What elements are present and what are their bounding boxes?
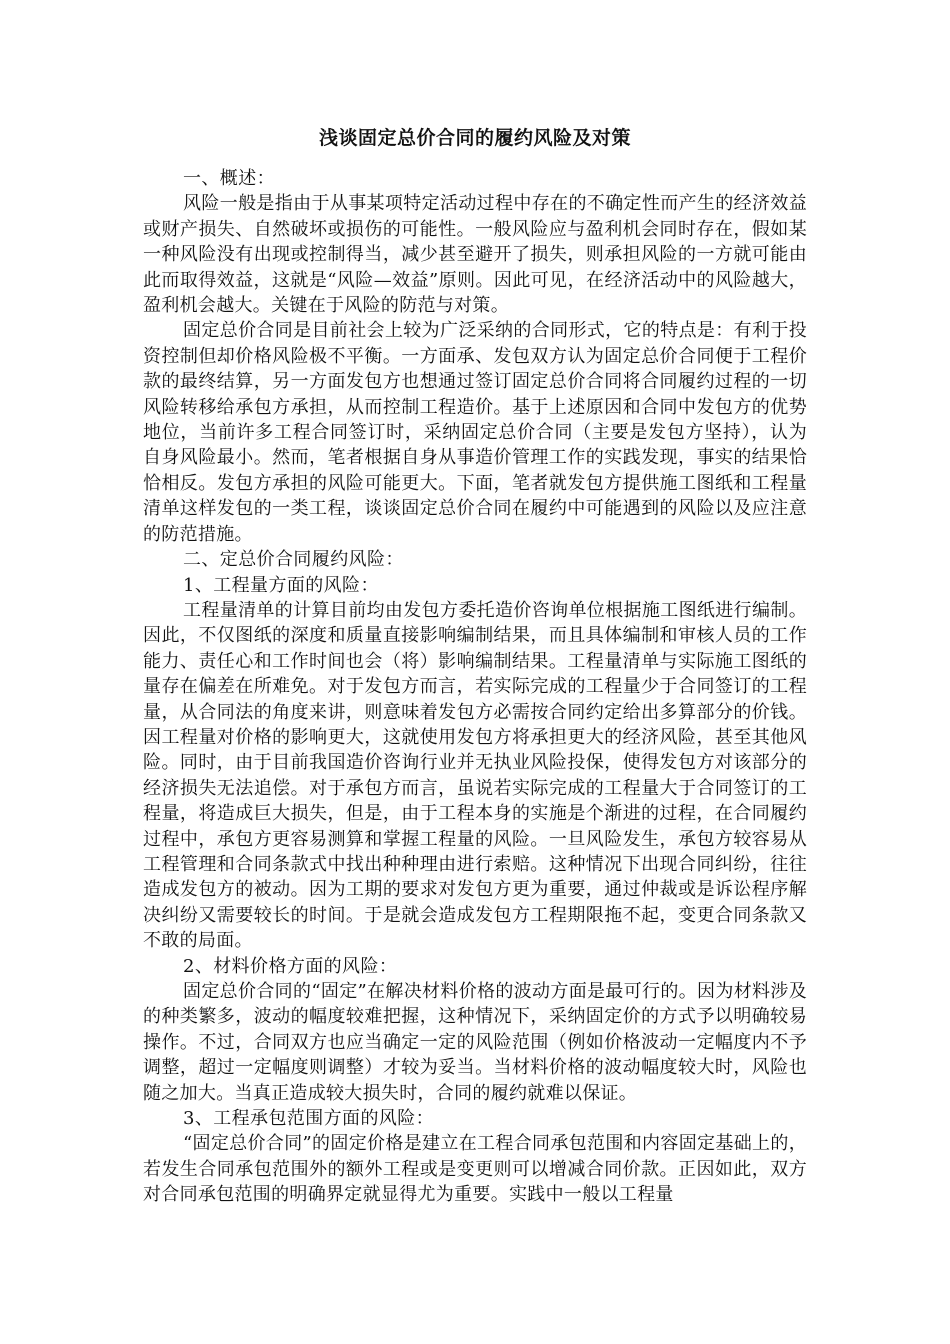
subsection-heading-material-price-risk: 2、材料价格方面的风险： xyxy=(183,955,398,977)
paragraph-quantity-risk: 工程量清单的计算目前均由发包方委托造价咨询单位根据施工图纸进行编制。因此，不仅图纸的深度和质量直接影响编制结果，而且具体编制和审核人员的工作能力、责任心和工作时间也会（将）影响编制结果。工程量清单与实际施工图纸的量存在偏差在所难免。对于发包方而言，若实际完成的工程量少于合同签订的工程量，从合同法的角度来讲，则意味着发包方必需按合同约定给出多算部分的价钱。因工程量对价格的影响更大，这就使用发包方将承担更大的经济风险，甚至其他风险。同时，由于目前我国造价咨询行业并无执业风险投保，使得发包方对该部分的经济损失无法追偿。对于承包方而言，虽说若实际完成的工程量大于合同签订的工程量，将造成巨大损失，但是，由于工程本身的实施是个渐进的过程，在合同履约过程中，承包方更容易测算和掌握工程量的风险。一旦风险发生，承包方较容易从工程管理和合同条款式中找出种种理由进行索赔。这种情况下出现合同纠纷，往往造成发包方的被动。因为工期的要求对发包方更为重要，通过仲裁或是诉讼程序解决纠纷又需要较长的时间。于是就会造成发包方工程期限拖不起，变更合同条款又不敢的局面。 xyxy=(143,599,807,952)
paragraph-material-price-risk: 固定总价合同的“固定”在解决材料价格的波动方面是最可行的。因为材料涉及的种类繁多，波动的幅度较难把握，这种情况下，采纳固定价的方式予以明确较易操作。不过，合同双方也应当确定一定的风险范围（例如价格波动一定幅度内不予调整，超过一定幅度则调整）才较为妥当。当材料价格的波动幅度较大时，风险也随之加大。当真正造成较大损失时，合同的履约就难以保证。 xyxy=(143,981,807,1104)
document-title: 浅谈固定总价合同的履约风险及对策 xyxy=(318,127,631,149)
paragraph-risk-definition: 风险一般是指由于从事某项特定活动过程中存在的不确定性而产生的经济效益或财产损失、自然破坏或损伤的可能性。一般风险应与盈利机会同时存在，假如某一种风险没有出现或控制得当，减少甚至避开了损失，则承担风险的一方就可能由此而取得效益，这就是“风险—效益”原则。因此可见，在经济活动中的风险越大，盈利机会越大。关键在于风险的防范与对策。 xyxy=(143,193,807,317)
section-heading-overview: 一、概述： xyxy=(183,168,275,189)
paragraph-fixed-price-contract: 固定总价合同是目前社会上较为广泛采纳的合同形式，它的特点是：有利于投资控制但却价格风险极不平衡。一方面承、发包双方认为固定总价合同便于工程价款的最终结算，另一方面发包方也想通过签订固定总价合同将合同履约过程的一切风险转移给承包方承担，从而控制工程造价。基于上述原因和合同中发包方的优势地位，当前许多工程合同签订时，采纳固定总价合同（主要是发包方坚持），认为自身风险最小。然而，笔者根据自身从事造价管理工作的实践发现，事实的结果恰恰相反。发包方承担的风险可能更大。下面，笔者就发包方提供施工图纸和工程量清单这样发包的一类工程，谈谈固定总价合同在履约中可能遇到的风险以及应注意的防范措施。 xyxy=(143,320,807,545)
subsection-heading-scope-risk: 3、工程承包范围方面的风险： xyxy=(183,1108,435,1130)
subsection-heading-quantity-risk: 1、工程量方面的风险： xyxy=(183,574,379,596)
section-heading-performance-risks: 二、定总价合同履约风险： xyxy=(183,549,404,571)
paragraph-scope-risk: “固定总价合同”的固定价格是建立在工程合同承包范围和内容固定基础上的，若发生合同承包范围外的额外工程或是变更则可以增减合同价款。正因如此，双方对合同承包范围的明确界定就显得尤为重要。实践中一般以工程量 xyxy=(143,1133,807,1206)
